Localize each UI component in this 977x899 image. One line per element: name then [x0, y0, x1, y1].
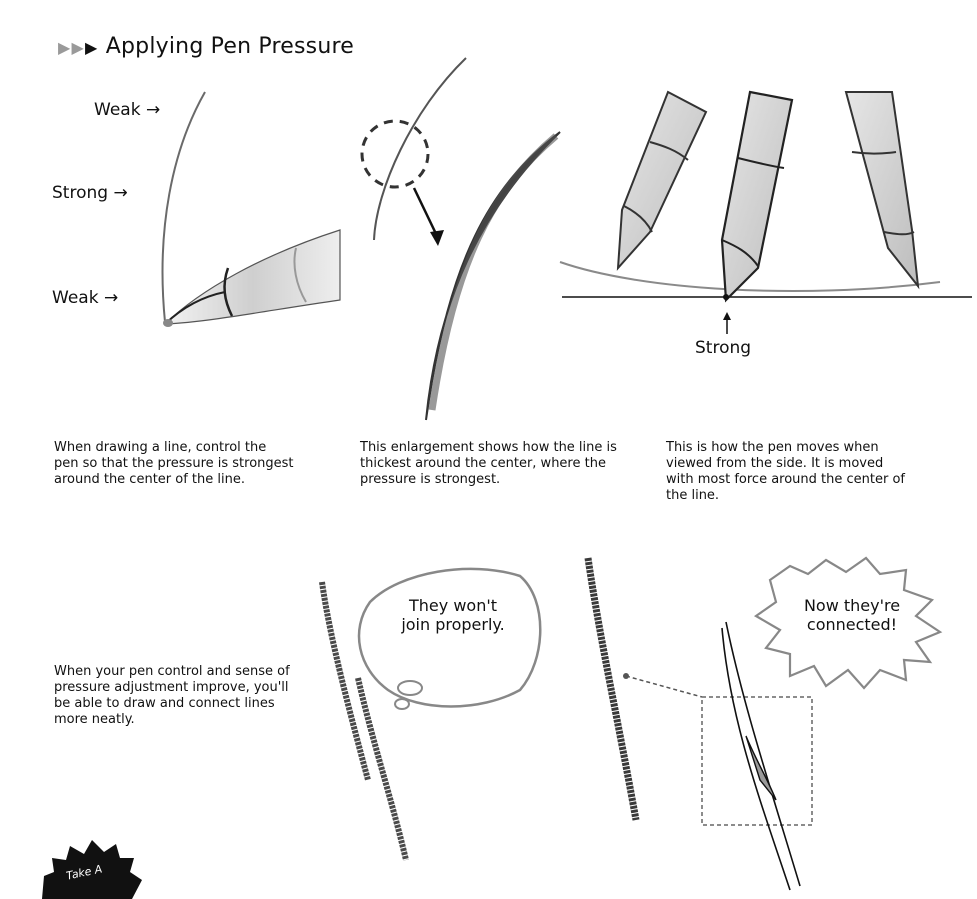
pen-icon [163, 230, 340, 327]
pen-icon [846, 92, 918, 286]
bubble-text-bad: They won't join properly. [401, 596, 505, 634]
section-title-text: Applying Pen Pressure [105, 34, 354, 59]
title-arrow-icon: ▶ [71, 38, 85, 57]
title-arrow-icon: ▶ [58, 38, 71, 57]
pen-icon [618, 92, 706, 268]
bubble-text-good: Now they're connected! [803, 596, 901, 634]
label-strong: Strong → [52, 183, 128, 203]
figure1-drawing [163, 92, 340, 327]
figure3-drawing [560, 92, 972, 334]
label-weak-top: Weak → [94, 100, 161, 120]
title-arrow-icon: ▶ [85, 38, 98, 57]
badge-text: Take A [65, 862, 104, 883]
figure2-drawing [362, 58, 560, 420]
label-strong-side: Strong [695, 338, 752, 358]
caption-figure4: When your pen control and sense of pressure adjustment improve, you'll be able to draw and connect lines more neatly. [54, 664, 290, 727]
label-weak-bottom: Weak → [52, 288, 119, 308]
pen-icon [722, 92, 792, 300]
caption-figure1: When drawing a line, control the pen so that the pressure is strongest around the center of the line. [54, 440, 294, 487]
caption-figure3: This is how the pen moves when viewed from the side. It is moved with most force around the center of the line. [666, 440, 905, 503]
caption-figure2: This enlargement shows how the line is thickest around the center, where the pressure is strongest. [360, 440, 617, 487]
